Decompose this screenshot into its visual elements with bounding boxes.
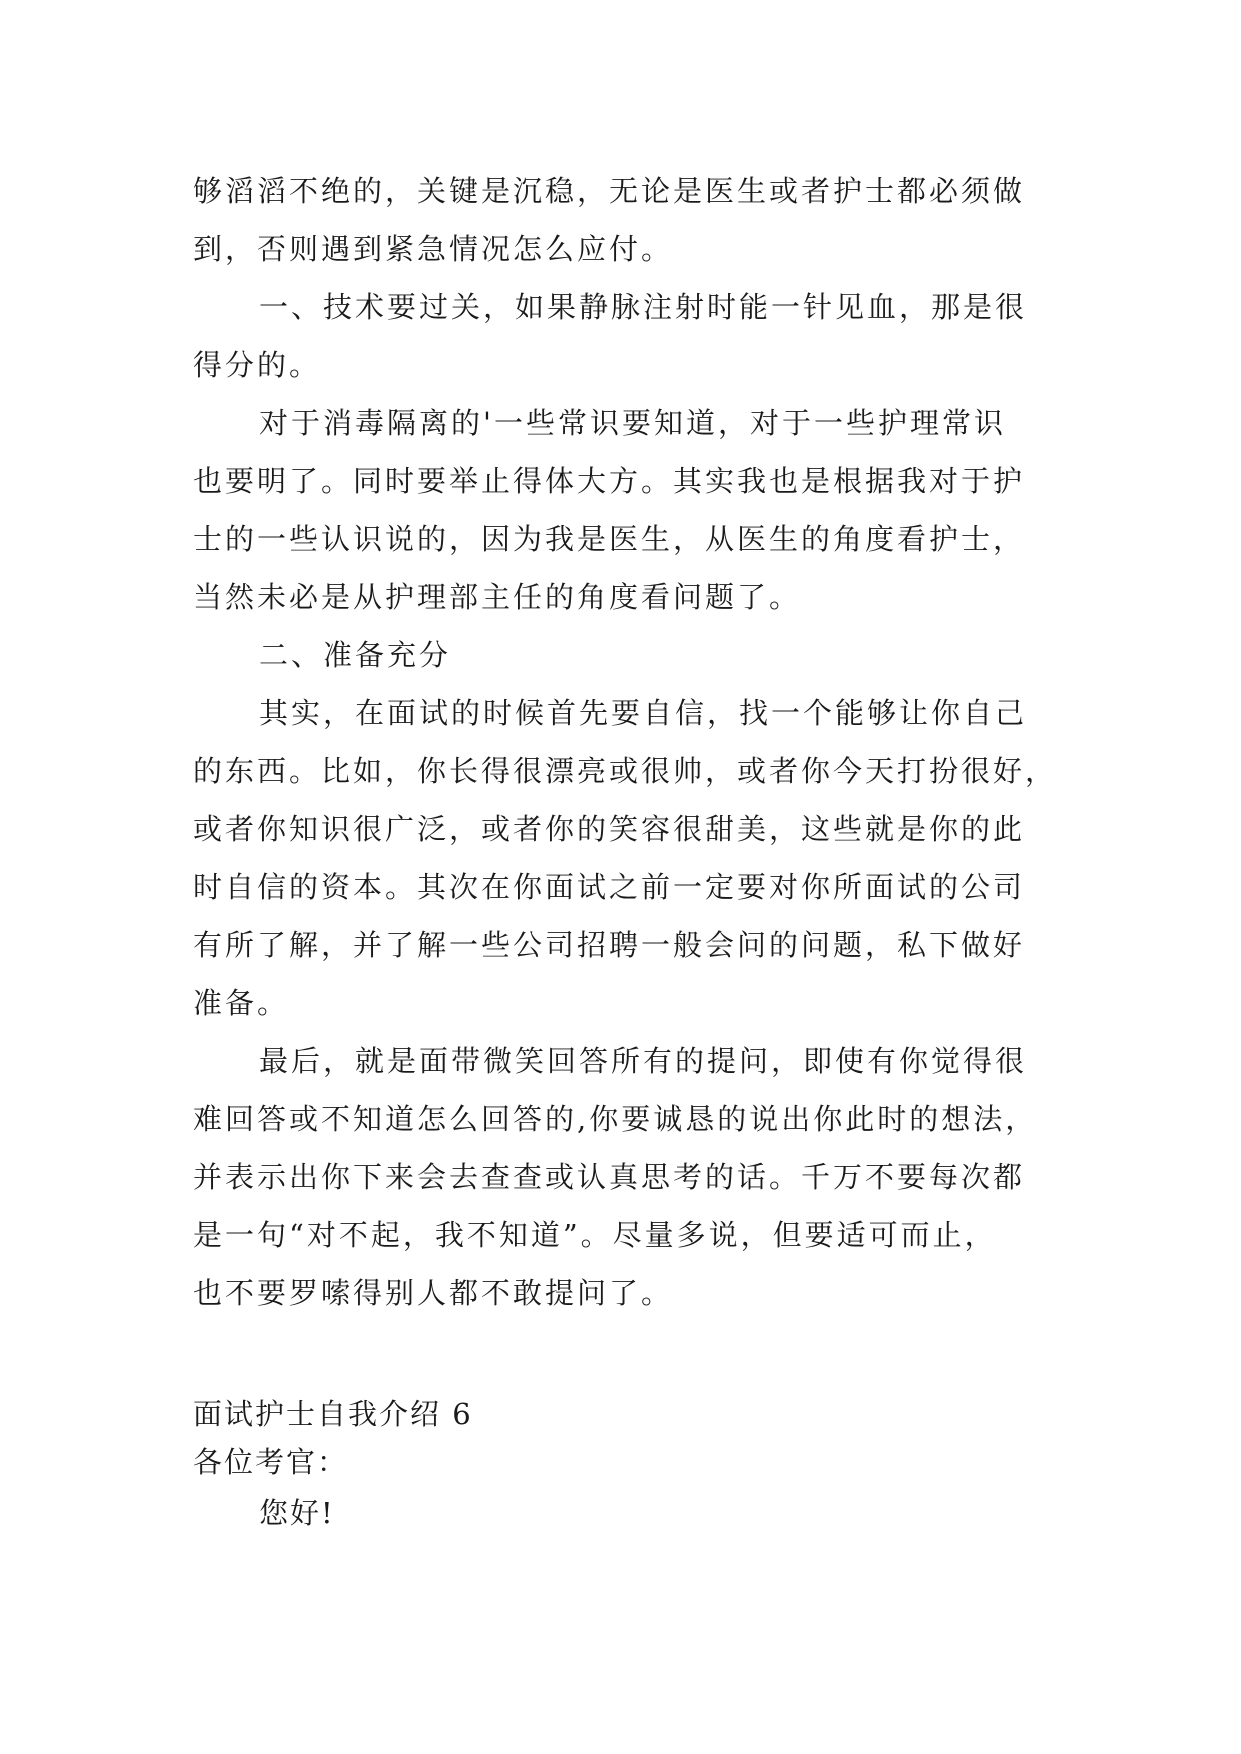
- text-line: 当然未必是从护理部主任的角度看问题了。: [193, 580, 802, 614]
- text-line: 的东西。比如，你长得很漂亮或很帅，或者你今天打扮很好，: [193, 754, 1058, 788]
- text-line: 也不要罗嗦得别人都不敢提问了。: [193, 1276, 674, 1310]
- text-line: 到，否则遇到紧急情况怎么应付。: [193, 232, 674, 266]
- text-line: 准备。: [193, 986, 290, 1020]
- text-line: 最后，就是面带微笑回答所有的提问，即使有你觉得很: [259, 1044, 1028, 1078]
- text-line: 其实，在面试的时候首先要自信，找一个能够让你自己: [259, 696, 1028, 730]
- text-line: 或者你知识很广泛，或者你的笑容很甜美，这些就是你的此: [193, 812, 1026, 846]
- text-line: 并表示出你下来会去查查或认真思考的话。千万不要每次都: [193, 1160, 1026, 1194]
- text-line: 难回答或不知道怎么回答的,你要诚恳的说出你此时的想法，: [193, 1102, 1038, 1136]
- text-line: 得分的。: [193, 348, 322, 382]
- text-line: 有所了解，并了解一些公司招聘一般会问的问题，私下做好: [193, 928, 1026, 962]
- text-line: 是一句“对不起，我不知道”。尽量多说，但要适可而止，: [193, 1218, 997, 1252]
- text-line: 一、技术要过关，如果静脉注射时能一针见血，那是很: [259, 290, 1028, 324]
- body-text: [193, 162, 1063, 1322]
- text-line: 时自信的资本。其次在你面试之前一定要对你所面试的公司: [193, 870, 1026, 904]
- text-line: 也要明了。同时要举止得体大方。其实我也是根据我对于护: [193, 464, 1026, 498]
- greeting: 您好!: [259, 1496, 335, 1530]
- document-page: [193, 162, 1063, 1540]
- text-line: 对于消毒隔离的'一些常识要知道，对于一些护理常识: [259, 406, 1006, 440]
- section-gap: [193, 1322, 1063, 1390]
- salutation: 各位考官：: [193, 1445, 349, 1479]
- text-line: 够滔滔不绝的，关键是沉稳，无论是医生或者护士都必须做: [193, 174, 1026, 208]
- text-line: 士的一些认识说的，因为我是医生，从医生的角度看护士，: [193, 522, 1026, 556]
- section-title: 面试护士自我介绍 6: [193, 1397, 473, 1431]
- text-line: 二、准备充分: [259, 638, 452, 672]
